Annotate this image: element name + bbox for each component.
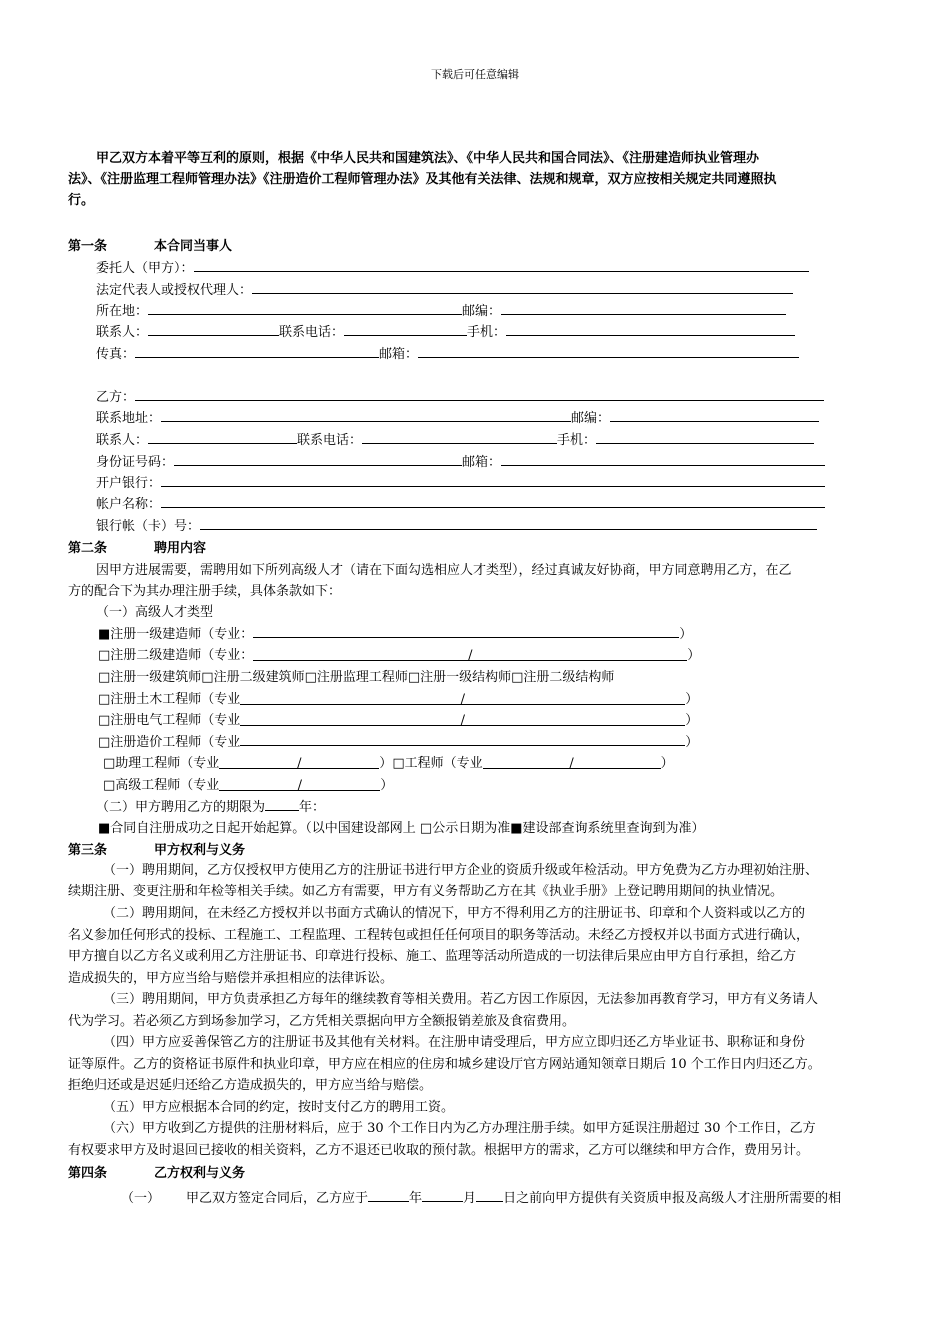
party-b-postcode-label: 邮编： [571, 411, 611, 426]
art3-p1-line-2: 续期注册、变更注册和年检等相关手续。如乙方有需要，甲方有义务帮助乙方在其《执业手册》上登记聘用期间的执业情况。 [68, 884, 784, 899]
art3-p2-line-3: 甲方擅自以乙方名义或利用乙方注册证书、印章进行投标、施工、监理等活动所造成的一切法律后果应由甲方自行承担，给乙方 [68, 949, 797, 964]
party-b-account-name-label: 帐户名称： [96, 497, 162, 512]
party-b-id-row[interactable] [96, 451, 825, 470]
type-2-close: ） [687, 648, 701, 663]
section-3-number: 第三条 [68, 843, 108, 858]
art3-p4-line-2: 证等原件。乙方的资格证书原件和执业印章，甲方应在相应的住房和城乡建设厅官方网站通知领章日期后 10 个工作日内归还乙方。 [68, 1057, 821, 1072]
header-note: 下载后可任意编辑 [431, 68, 519, 81]
type-5-label: □注册电气工程师（专业 [98, 713, 241, 728]
party-a-phone-label: 联系电话： [279, 325, 345, 340]
type-row-1[interactable] [98, 623, 692, 642]
art3-p2-line-1: （二）聘用期间，在未经乙方授权并以书面方式确认的情况下，甲方不得利用乙方的注册证书、印章和个人资料或以乙方的 [103, 906, 806, 921]
start-date-row: ■合同自注册成功之日起开始起算。（以中国建设部网上 □公示日期为准■建设部查询系统里查询到为准） [98, 821, 705, 836]
section-2-title: 聘用内容 [154, 541, 207, 556]
intro-line-3: 行。 [68, 193, 95, 208]
party-b-mobile-label: 手机： [557, 433, 597, 448]
section-2-number: 第二条 [68, 541, 108, 556]
type-1-field[interactable] [253, 625, 679, 638]
art3-p4-line-3: 拒绝归还或是迟延归还给乙方造成损失的，甲方应当给与赔偿。 [68, 1078, 433, 1093]
type-7-label: □助理工程师（专业 [103, 756, 220, 771]
section-1-number: 第一条 [68, 239, 108, 254]
type-6-field[interactable] [240, 733, 685, 746]
party-b-bank-label: 开户银行： [96, 476, 162, 491]
type-8-slash: / [297, 778, 302, 793]
art3-p2-line-4: 造成损失的，甲方应当给与赔偿并承担相应的法律诉讼。 [68, 971, 394, 986]
party-b-contact-row[interactable] [96, 429, 814, 448]
term-row[interactable] [96, 796, 325, 815]
party-b-account-name-row[interactable] [96, 493, 825, 512]
art3-p3-line-1: （三）聘用期间，甲方负责承担乙方每年的继续教育等相关费用。若乙方因工作原因，无法参加再教育学习，甲方有义务请人 [103, 992, 819, 1007]
party-b-account-no-field[interactable] [200, 517, 817, 530]
art4-p1-tail: 日之前向甲方提供有关资质申报及高级人才注册所需要的相 [503, 1191, 842, 1206]
art4-p1-number: （一） [121, 1191, 161, 1206]
type-1-label: ■注册一级建造师（专业： [98, 627, 254, 642]
party-b-name-row[interactable] [96, 386, 824, 405]
art4-p1-row[interactable] [121, 1187, 841, 1206]
party-a-contact-label: 联系人： [96, 325, 149, 340]
party-a-mobile-label: 手机： [467, 325, 507, 340]
party-a-legal-rep-field[interactable] [252, 281, 793, 294]
party-b-postcode-field[interactable] [610, 409, 819, 422]
term-years-field[interactable] [265, 798, 299, 811]
type-8-label: □高级工程师（专业 [103, 778, 220, 793]
art3-p2-line-2: 名义参加任何形式的投标、工程施工、工程监理、工程转包或担任任何项目的职务等活动。未经乙方授权并以书面方式进行确认， [68, 928, 810, 943]
party-a-contact-row[interactable] [96, 321, 795, 340]
art4-month-unit: 月 [463, 1191, 477, 1206]
party-a-phone-field[interactable] [344, 323, 467, 336]
party-b-address-field[interactable] [161, 409, 571, 422]
type-2-slash: / [468, 648, 473, 663]
type-4-label: □注册土木工程师（专业 [98, 692, 241, 707]
party-b-account-name-field[interactable] [161, 495, 825, 508]
type-7b-slash: / [569, 756, 574, 771]
type-row-3[interactable] [98, 666, 614, 685]
party-b-phone-field[interactable] [362, 431, 557, 444]
party-a-principal-label: 委托人（甲方）： [96, 261, 194, 276]
type-5-slash: / [460, 713, 465, 728]
type-row-8[interactable] [103, 774, 393, 793]
party-a-contact-field[interactable] [148, 323, 279, 336]
art4-p1-text: 甲乙双方签定合同后，乙方应于 [186, 1191, 369, 1206]
party-b-email-field[interactable] [501, 453, 825, 466]
type-1-close: ） [679, 627, 693, 642]
party-b-phone-label: 联系电话： [297, 433, 363, 448]
party-a-address-field[interactable] [148, 302, 462, 315]
party-a-legal-rep-label: 法定代表人或授权代理人： [96, 283, 253, 298]
type-3-label: □注册一级建筑师□注册二级建筑师□注册监理工程师□注册一级结构师□注册二级结构师 [98, 670, 615, 685]
party-b-bank-field[interactable] [161, 474, 825, 487]
intro-line-1: 甲乙双方本着平等互利的原则，根据《中华人民共和国建筑法》、《中华人民共和国合同法》、《注册建造师执业管理办 [96, 151, 760, 166]
type-2-label: □注册二级建造师（专业： [98, 648, 254, 663]
party-a-email-field[interactable] [418, 345, 799, 358]
type-row-4[interactable] [98, 688, 698, 707]
party-b-address-label: 联系地址： [96, 411, 162, 426]
term-label: （二）甲方聘用乙方的期限为 [96, 800, 266, 815]
type-7b-field[interactable] [483, 756, 661, 769]
type-4-slash: / [460, 692, 465, 707]
party-b-name-field[interactable] [135, 388, 824, 401]
party-b-mobile-field[interactable] [596, 431, 814, 444]
section-4-number: 第四条 [68, 1166, 108, 1181]
art3-p1-line-1: （一）聘用期间，乙方仅授权甲方使用乙方的注册证书进行甲方企业的资质升级或年检活动。甲方免费为乙方办理初始注册、 [103, 863, 819, 878]
art4-year-field[interactable] [368, 1189, 409, 1202]
party-b-address-row[interactable] [96, 407, 819, 426]
term-years-unit: 年： [299, 800, 326, 815]
art4-year-unit: 年 [409, 1191, 423, 1206]
party-a-postcode-field[interactable] [501, 302, 786, 315]
party-a-email-label: 邮箱： [379, 347, 419, 362]
type-7-close: ） [379, 756, 393, 771]
type-6-close: ） [685, 735, 699, 750]
hire-para-line-2: 方的配合下为其办理注册手续，具体条款如下： [68, 584, 342, 599]
intro-line-2: 法》、《注册监理工程师管理办法》《注册造价工程师管理办法》及其他有关法律、法规和规章，双方应按相关规定共同遵照执 [68, 172, 777, 187]
type-4-field[interactable] [240, 692, 685, 705]
party-a-fax-field[interactable] [135, 345, 379, 358]
type-7-field[interactable] [219, 756, 379, 769]
party-a-address-row[interactable] [96, 300, 786, 319]
party-a-address-label: 所在地： [96, 304, 149, 319]
art3-p3-line-2: 代为学习。若必须乙方到场参加学习，乙方凭相关票据向甲方全额报销差旅及食宿费用。 [68, 1014, 576, 1029]
party-a-legal-rep-row[interactable] [96, 279, 793, 298]
type-row-5[interactable] [98, 709, 698, 728]
art3-p6-line-1: （六）甲方收到乙方提供的注册材料后，应于 30 个工作日内为乙方办理注册手续。如甲方延误注册超过 30 个工作日，乙方 [103, 1121, 816, 1136]
party-b-name-label: 乙方： [96, 390, 136, 405]
hire-sub-1: （一）高级人才类型 [96, 605, 214, 620]
party-b-contact-label: 联系人： [96, 433, 149, 448]
party-a-fax-label: 传真： [96, 347, 136, 362]
art4-day-field[interactable] [476, 1189, 503, 1202]
party-a-postcode-label: 邮编： [462, 304, 502, 319]
section-3-title: 甲方权利与义务 [154, 843, 246, 858]
type-5-field[interactable] [240, 713, 685, 726]
party-a-fax-row[interactable] [96, 343, 799, 362]
type-row-7[interactable] [103, 752, 674, 771]
party-b-contact-field[interactable] [148, 431, 297, 444]
type-6-label: □注册造价工程师（专业 [98, 735, 241, 750]
type-7b-label: □工程师（专业 [392, 756, 483, 771]
type-2-field[interactable] [253, 648, 687, 661]
type-5-close: ） [685, 713, 699, 728]
art3-p6-line-2: 有权要求甲方及时退回已接收的相关资料，乙方不退还已收取的预付款。根据甲方的需求，乙方可以继续和甲方合作，费用另计。 [68, 1143, 810, 1158]
party-b-account-no-label: 银行帐（卡）号： [96, 519, 201, 534]
party-a-principal-row[interactable] [96, 257, 809, 276]
party-b-id-label: 身份证号码： [96, 455, 175, 470]
type-7-slash: / [297, 756, 302, 771]
party-a-principal-field[interactable] [194, 259, 809, 272]
party-b-email-label: 邮箱： [462, 455, 502, 470]
type-row-6[interactable] [98, 731, 698, 750]
party-a-mobile-field[interactable] [506, 323, 795, 336]
hire-para-line-1: 因甲方进展需要，需聘用如下所列高级人才（请在下面勾选相应人才类型），经过真诚友好协商，甲方同意聘用乙方，在乙 [96, 563, 792, 578]
art3-p4-line-1: （四）甲方应妥善保管乙方的注册证书及其他有关材料。在注册申请受理后，甲方应立即归还乙方毕业证书、职称证和身份 [103, 1035, 806, 1050]
party-b-id-field[interactable] [174, 453, 462, 466]
type-7b-close: ） [660, 756, 674, 771]
art3-p5: （五）甲方应根据本合同的约定，按时支付乙方的聘用工资。 [103, 1100, 455, 1115]
type-row-2[interactable] [98, 644, 700, 663]
art4-month-field[interactable] [422, 1189, 463, 1202]
party-b-bank-row[interactable] [96, 472, 825, 491]
type-8-close: ） [380, 778, 394, 793]
section-4-title: 乙方权利与义务 [154, 1166, 246, 1181]
type-4-close: ） [685, 692, 699, 707]
type-8-field[interactable] [219, 778, 380, 791]
party-b-account-no-row[interactable] [96, 515, 817, 534]
section-1-title: 本合同当事人 [154, 239, 233, 254]
